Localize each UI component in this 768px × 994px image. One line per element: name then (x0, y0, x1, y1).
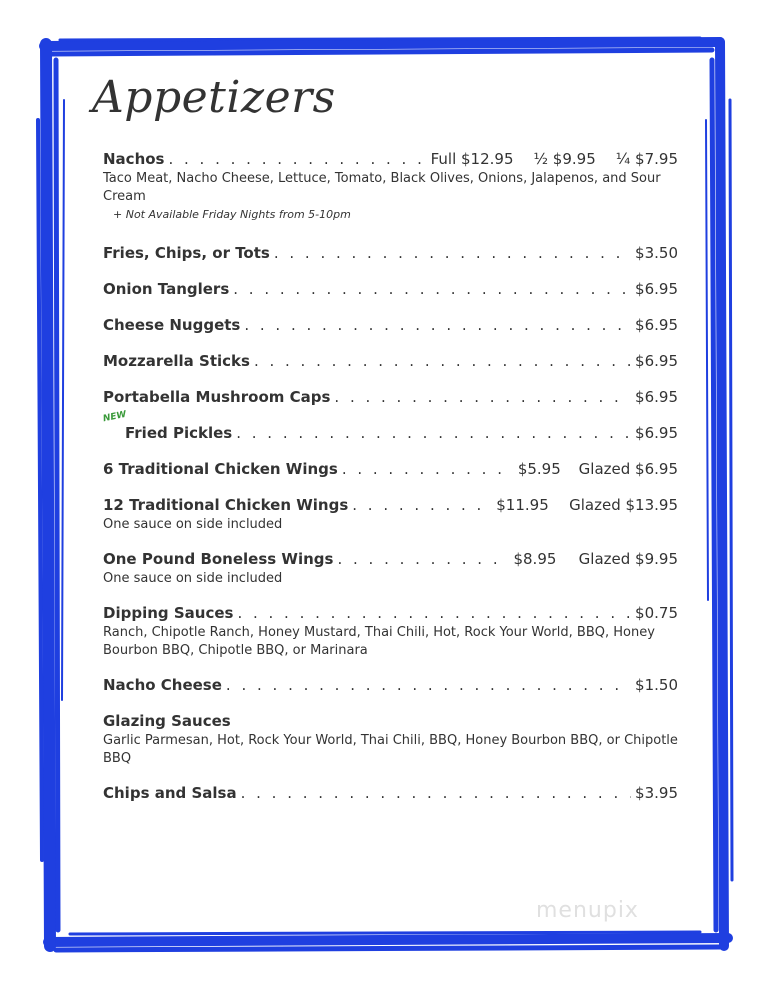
menu-item-fries (103, 242, 678, 264)
item-name: Dipping Sauces (103, 604, 234, 622)
item-name: Onion Tanglers (103, 280, 230, 298)
item-note: + Not Available Friday Nights from 5-10pm (113, 208, 351, 221)
item-name: 6 Traditional Chicken Wings (103, 460, 338, 478)
item-price: $11.95 (496, 496, 549, 514)
menu-item-mozzarella-sticks (103, 350, 678, 372)
item-description: Taco Meat, Nacho Cheese, Lettuce, Tomato, Black Olives, Onions, Jalapenos, and Sour Cream (103, 171, 661, 204)
menu-item-chips-salsa (103, 782, 678, 804)
menu-item-portabella (103, 386, 678, 408)
menu-item-12-wings (103, 494, 678, 534)
item-description: One sauce on side included (103, 517, 283, 532)
page-title: Appetizers (92, 72, 336, 123)
item-price: $8.95 (513, 550, 557, 568)
price-quarter: ¼ $7.95 (615, 150, 678, 168)
item-description: One sauce on side included (103, 571, 283, 586)
item-description: Ranch, Chipotle Ranch, Honey Mustard, Thai Chili, Hot, Rock Your World, BBQ, Honey Bourbon BBQ, Chipotle BBQ, or Marinara (103, 625, 655, 658)
menu-item-cheese-nuggets (103, 314, 678, 336)
item-price: $3.95 (635, 784, 678, 802)
item-name: Portabella Mushroom Caps (103, 388, 331, 406)
item-name: Cheese Nuggets (103, 316, 241, 334)
menu-item-boneless-wings (103, 548, 678, 588)
item-glazed-price: Glazed $13.95 (569, 496, 678, 514)
price-full: Full $12.95 (430, 150, 514, 168)
menu-item-nachos (103, 148, 678, 224)
price-half: ½ $9.95 (533, 150, 596, 168)
menu-item-fried-pickles (102, 409, 678, 444)
menu-item-dipping-sauces (103, 602, 678, 660)
item-name: Nacho Cheese (103, 676, 222, 694)
menu-item-nacho-cheese (103, 674, 678, 696)
menu-item-onion-tanglers (103, 278, 678, 300)
item-name: Glazing Sauces (103, 712, 231, 730)
item-price: $1.50 (635, 676, 678, 694)
item-name: Nachos (103, 150, 165, 168)
item-price: $3.50 (635, 244, 678, 262)
item-glazed-price: Glazed $6.95 (578, 460, 678, 478)
item-glazed-price: Glazed $9.95 (578, 550, 678, 568)
item-name: One Pound Boneless Wings (103, 550, 334, 568)
item-name: Mozzarella Sticks (103, 352, 250, 370)
menu-item-glazing-sauces (103, 710, 678, 768)
item-price: $6.95 (635, 424, 678, 442)
new-badge: NEW (102, 409, 128, 425)
item-price: $6.95 (635, 316, 678, 334)
item-description: Garlic Parmesan, Hot, Rock Your World, Thai Chili, BBQ, Honey Bourbon BBQ, or Chipotle BBQ (103, 733, 678, 766)
item-price: $6.95 (635, 352, 678, 370)
item-price: $0.75 (635, 604, 678, 622)
item-name: Fries, Chips, or Tots (103, 244, 270, 262)
item-price: $6.95 (635, 388, 678, 406)
watermark: menupix (536, 898, 639, 923)
item-name: Fried Pickles (125, 424, 233, 442)
item-price: $5.95 (517, 460, 561, 478)
menu-item-6-wings (103, 458, 678, 480)
menu-list (103, 148, 678, 818)
item-name: 12 Traditional Chicken Wings (103, 496, 349, 514)
item-price: $6.95 (635, 280, 678, 298)
item-name: Chips and Salsa (103, 784, 237, 802)
